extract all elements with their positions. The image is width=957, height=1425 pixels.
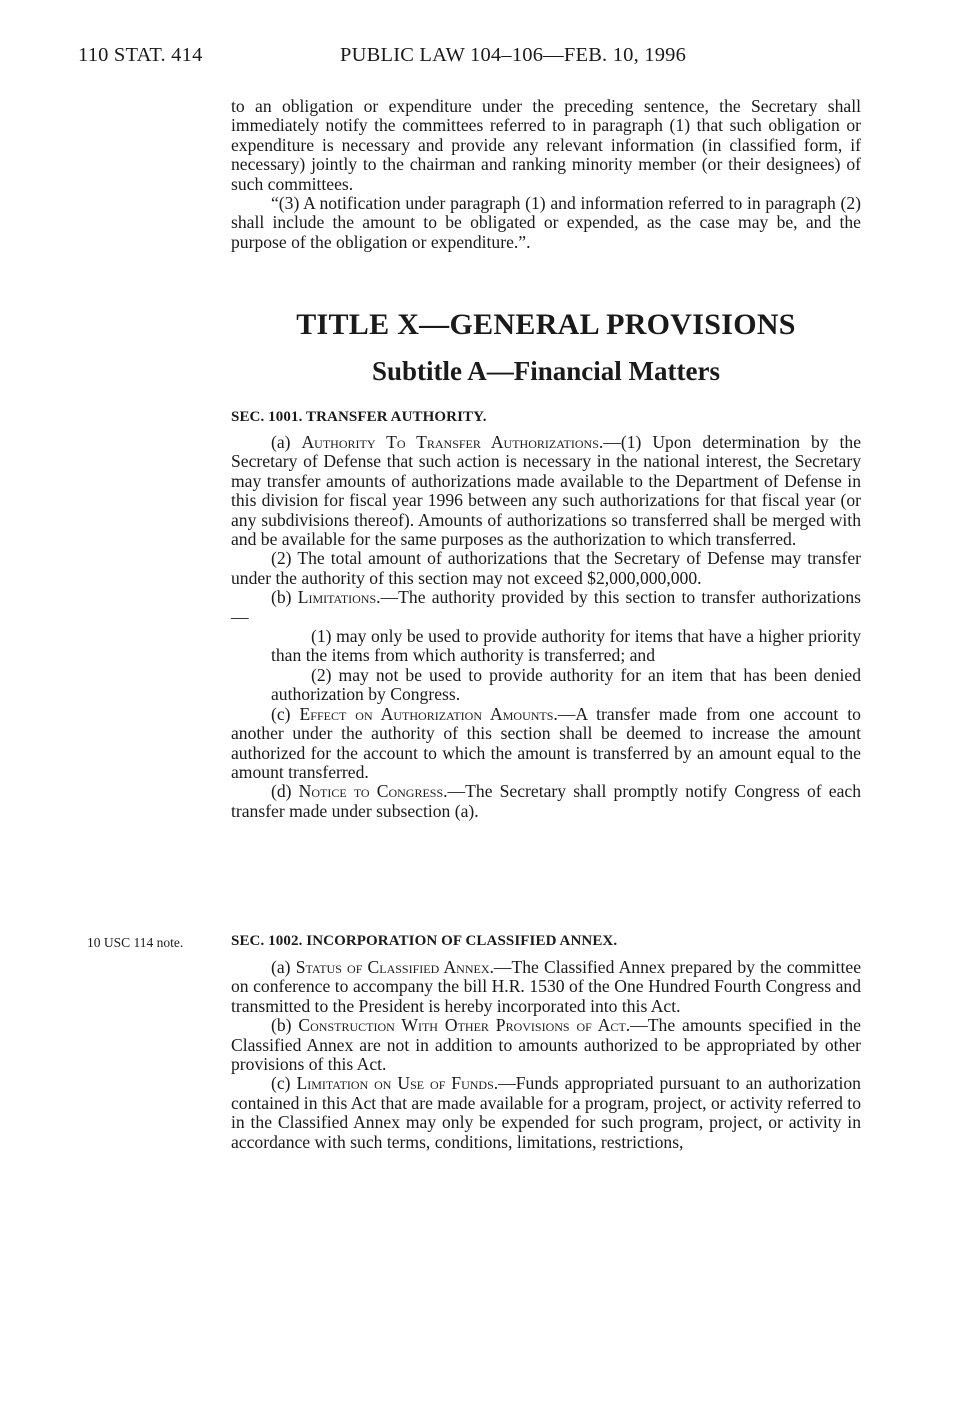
subsection-b-heading: Limitations	[297, 587, 377, 608]
margin-note: 10 USC 114 note.	[87, 935, 184, 950]
subsection-c-heading: Effect on Authorization Amounts	[299, 703, 554, 724]
sec-1002-subsection-c-text: .—Funds appropriated pursuant to an authorization contained in this Act that are made available for a program, project, or activity referred to in the Classified Annex may only be expended for such program, project, or activity in accordance with such terms, conditions, limitations, restrictions,	[231, 1073, 861, 1152]
sec-1001-body	[231, 433, 861, 821]
subsection-c-prefix: (c)	[271, 703, 300, 724]
sec-1002-subsection-a-prefix: (a)	[271, 957, 296, 977]
subsection-a	[231, 433, 861, 549]
sec-1001-heading: SEC. 1001. TRANSFER AUTHORITY.	[231, 409, 487, 425]
subtitle-heading: Subtitle A—Financial Matters	[372, 356, 720, 386]
subsection-d-prefix: (d)	[271, 781, 299, 802]
public-law-citation: PUBLIC LAW 104–106—FEB. 10, 1996	[340, 44, 687, 66]
intro-block	[231, 97, 861, 252]
sec-1002-subsection-b-prefix: (b)	[271, 1015, 299, 1036]
sec-1002-subsection-c-heading: Limitation on Use of Funds	[296, 1073, 494, 1094]
subsection-c	[231, 705, 861, 783]
sec-1002-subsection-a	[231, 958, 861, 1016]
sec-1002-subsection-b-text: .—The amounts specified in the Classified Annex are not in addition to amounts authorized to be appropriated by other provisions of this Act.	[231, 1015, 861, 1075]
subsection-a-heading: Authority To Transfer Authorizations	[301, 432, 599, 452]
subsection-b-text: .—The authority provided by this section to transfer authorizations—	[231, 587, 861, 627]
subsection-a-prefix: (a)	[271, 432, 302, 452]
sec-1002-subsection-c-prefix: (c)	[271, 1073, 297, 1094]
subsection-d	[231, 782, 861, 821]
sec-1002-subsection-a-text: .—The Classified Annex prepared by the committee on conference to accompany the bill H.R. 1530 of the One Hundred Fourth Congress and transmitted to the President is hereby incorporated into this Act.	[231, 957, 862, 1016]
subsection-b	[231, 588, 861, 627]
subsection-a-paragraph-2: (2) The total amount of authorizations that the Secretary of Defense may transfer under the authority of this section may not exceed $2,000,000,000.	[231, 548, 861, 588]
subsection-b-prefix: (b)	[271, 587, 298, 608]
subsection-b-paragraph-2: (2) may not be used to provide authority for an item that has been denied authorization by Congress.	[271, 664, 861, 705]
sec-1002-body	[231, 958, 861, 1152]
sec-1002-subsection-b	[231, 1016, 861, 1074]
subsection-a-text: .—(1) Upon determination by the Secretary of Defense that such action is necessary in the national interest, the Secretary may transfer amounts of authorizations made available to the Department of Defense in this division for fiscal year 1996 between any such authorizations for that fiscal year (or any subdivisions thereof). Amounts of authorizations so transferred shall be merged with and be available for the same purposes as the authorization to which transferred.	[231, 432, 862, 550]
subsection-b-paragraph-1: (1) may only be used to provide authority for items that have a higher priority than the items from which authority is transferred; and	[271, 626, 861, 666]
sec-1002-heading: SEC. 1002. INCORPORATION OF CLASSIFIED ANNEX.	[231, 933, 618, 949]
sec-1002-subsection-c	[231, 1074, 861, 1152]
title-heading: TITLE X—GENERAL PROVISIONS	[296, 308, 796, 341]
sec-1002-subsection-a-heading: Status of Classified Annex	[295, 957, 490, 977]
subsection-d-heading: Notice to Congress	[298, 781, 444, 802]
subsection-d-text: .—The Secretary shall promptly notify Congress of each transfer made under subsection (a).	[231, 781, 861, 821]
statute-page-number: 110 STAT. 414	[78, 44, 203, 66]
intro-paragraph: to an obligation or expenditure under the preceding sentence, the Secretary shall immediately notify the committees referred to in paragraph (1) that such obligation or expenditure is necessary and provide any relevant information (in classified form, if necessary) jointly to the chairman and ranking minority member (or their designees) of such committees.	[231, 96, 861, 194]
notification-paragraph: “(3) A notification under paragraph (1) and information referred to in paragraph (2) shall include the amount to be obligated or expended, as the case may be, and the purpose of the obligation or expenditure.”.	[231, 193, 861, 252]
sec-1002-subsection-b-heading: Construction With Other Provisions of Act	[298, 1015, 626, 1036]
subsection-c-text: .—A transfer made from one account to another under the authority of this section shall be deemed to increase the amount authorized for the account to which the amount is transferred by an amount equal to the amount transferred.	[231, 703, 861, 782]
